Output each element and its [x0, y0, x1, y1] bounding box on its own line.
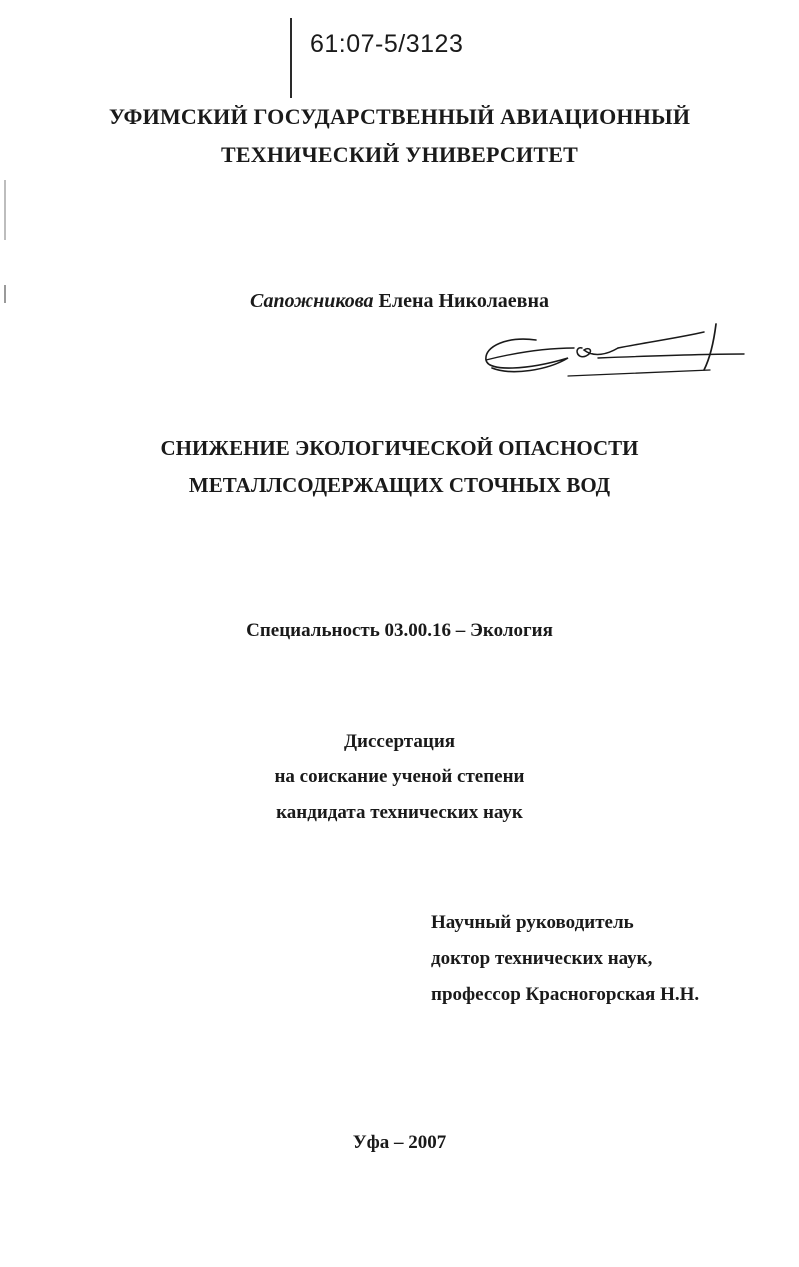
signature-drawing	[478, 318, 750, 382]
author-given-name: Елена Николаевна	[378, 290, 549, 312]
specialty: Специальность 03.00.16 – Экология	[246, 620, 553, 641]
margin-line	[290, 18, 292, 98]
thesis-title-line2: МЕТАЛЛСОДЕРЖАЩИХ СТОЧНЫХ ВОД	[188, 473, 611, 497]
scan-artifact	[4, 180, 6, 240]
supervisor-line3: профессор Красногорская Н.Н.	[431, 984, 700, 1005]
author-surname: Сапожникова	[249, 290, 374, 312]
archive-code: 61:07-5/3123	[310, 30, 464, 58]
degree-line1: Диссертация	[343, 731, 456, 752]
supervisor-line2: доктор технических наук,	[431, 948, 653, 969]
university-name-line1: УФИМСКИЙ ГОСУДАРСТВЕННЫЙ АВИАЦИОННЫЙ	[108, 104, 691, 129]
place-year: Уфа – 2007	[352, 1132, 447, 1153]
degree-line2: на соискание ученой степени	[274, 766, 525, 787]
author-name	[0, 290, 799, 313]
degree-line3: кандидата технических наук	[276, 802, 523, 823]
university-name-line2: ТЕХНИЧЕСКИЙ УНИВЕРСИТЕТ	[221, 142, 578, 167]
thesis-title-line1: СНИЖЕНИЕ ЭКОЛОГИЧЕСКОЙ ОПАСНОСТИ	[160, 436, 639, 460]
supervisor-line1: Научный руководитель	[431, 912, 634, 933]
